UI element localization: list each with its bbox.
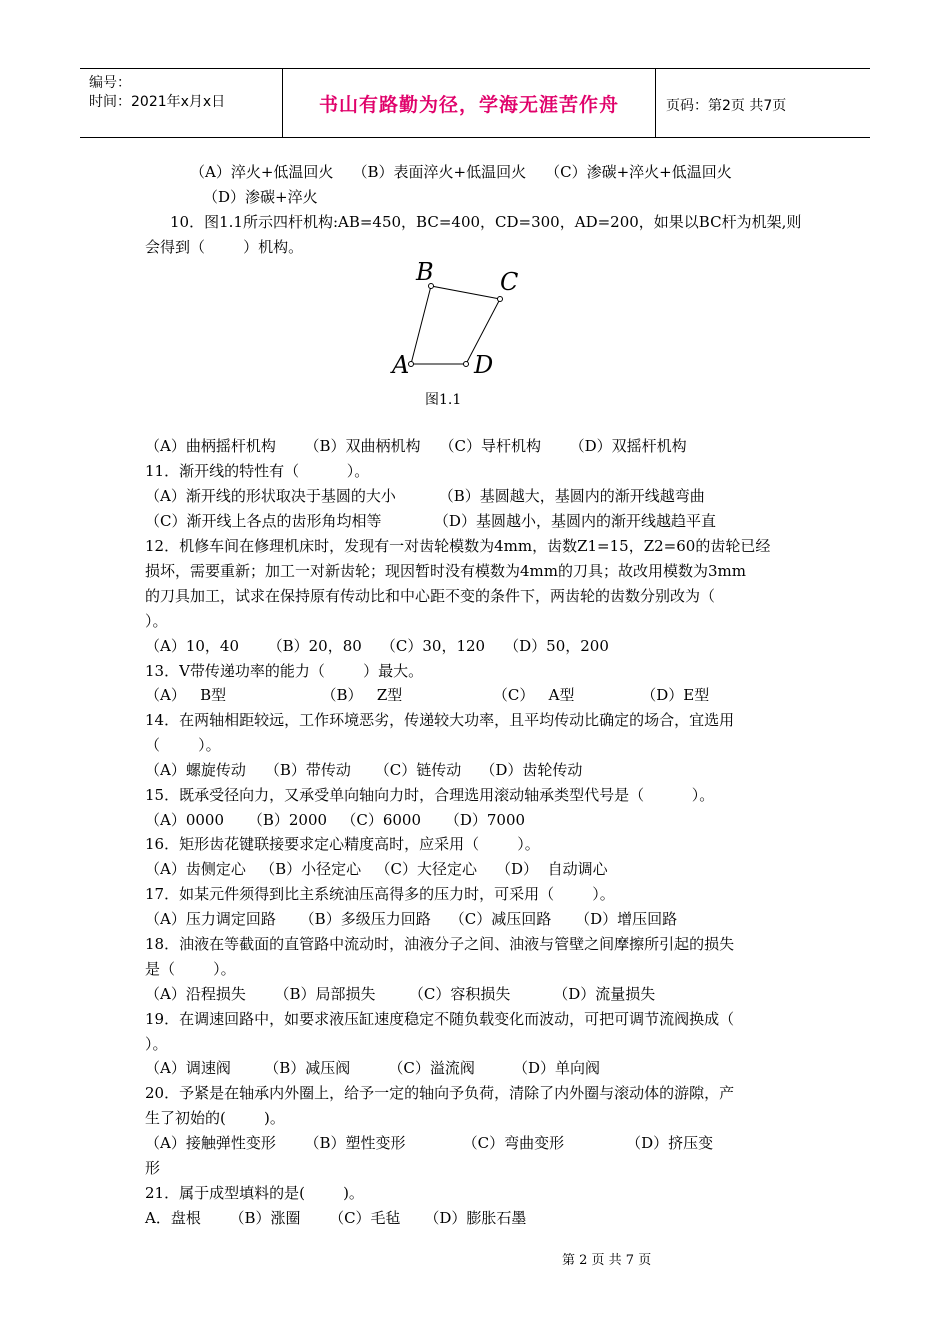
text-line: 19．在调速回路中，如要求液压缸速度稳定不随负载变化而波动，可把可调节流阀换成（ [145, 1010, 735, 1028]
joint-c [498, 297, 503, 302]
text-line: 16．矩形齿花键联接要求定心精度高时，应采用（ ）。 [145, 835, 540, 853]
header-meta [80, 69, 282, 137]
text-line: （A）齿侧定心 （B）小径定心 （C）大径定心 （D） 自动调心 [145, 860, 608, 878]
text-line: 11．渐开线的特性有（ ）。 [145, 462, 370, 480]
figure-caption: 图1.1 [425, 392, 462, 408]
text-line: （A） B型 （B） Z型 （C） A型 （D）E型 [145, 686, 710, 704]
text-line: （A）沿程损失 （B）局部损失 （C）容积损失 （D）流量损失 [145, 985, 656, 1003]
joint-d [464, 362, 469, 367]
label-d: D [474, 351, 494, 379]
text-line: 10．图1.1所示四杆机构:AB=450，BC=400，CD=300，AD=200，如果以BC杆为机架,则 [170, 213, 802, 231]
four-bar-linkage-figure [388, 256, 528, 386]
label-c: C [500, 268, 519, 296]
text-line: 15．既承受径向力，又承受单向轴向力时，合理选用滚动轴承类型代号是（ ）。 [145, 786, 715, 804]
header-divider [655, 69, 656, 137]
text-line: 17．如某元件须得到比主系统油压高得多的压力时，可采用（ ）。 [145, 885, 615, 903]
text-line: （C）渐开线上各点的齿形角均相等 （D）基圆越小，基圆内的渐开线越趋平直 [145, 512, 716, 530]
header-motto: 书山有路勤为径，学海无涯苦作舟 [318, 93, 619, 116]
text-line: （A）淬火+低温回火 （B）表面淬火+低温回火 （C）渗碳+淬火+低温回火 [190, 163, 732, 181]
text-line: 21．属于成型填料的是( )。 [145, 1184, 364, 1202]
text-line: （ ）。 [145, 736, 221, 754]
text-line: 18．油液在等截面的直管路中流动时，油液分子之间、油液与管壁之间摩擦所引起的损失 [145, 935, 735, 953]
page-header [80, 68, 870, 138]
text-line: （A）0000 （B）2000 （C）6000 （D）7000 [145, 811, 526, 829]
text-line: 是（ ）。 [145, 960, 236, 978]
text-line: 生了初始的( )。 [145, 1109, 285, 1127]
label-a: A [392, 351, 410, 379]
text-line: ）。 [145, 1035, 168, 1053]
text-line: （A）压力调定回路 （B）多级压力回路 （C）减压回路 （D）增压回路 [145, 910, 678, 928]
text-line: ）。 [145, 612, 168, 630]
text-line: （A）渐开线的形状取决于基圆的大小 （B）基圆越大，基圆内的渐开线越弯曲 [145, 487, 705, 505]
text-line: A．盘根 （B）涨圈 （C）毛毡 （D）膨胀石墨 [145, 1209, 527, 1227]
label-b: B [416, 258, 434, 286]
header-number: 编号： [89, 75, 131, 91]
text-line: 形 [145, 1159, 161, 1177]
text-line: 12．机修车间在修理机床时，发现有一对齿轮模数为4mm，齿数Z1=15，Z2=60的齿轮已经 [145, 537, 771, 555]
text-line: 的刀具加工，试求在保持原有传动比和中心距不变的条件下，两齿轮的齿数分别改为（ [145, 587, 716, 605]
text-line: （D）渗碳+淬火 [203, 188, 318, 206]
text-line: （A）曲柄摇杆机构 （B）双曲柄机构 （C）导杆机构 （D）双摇杆机构 [145, 437, 687, 455]
text-line: （A）10，40 （B）20，80 （C）30，120 （D）50，200 [145, 637, 609, 655]
header-page-number: 页码：第2页 共7页 [666, 98, 787, 114]
text-line: 14．在两轴相距较远，工作环境恶劣，传递较大功率，且平均传动比确定的场合，宜选用 [145, 711, 735, 729]
text-line: （A）螺旋传动 （B）带传动 （C）链传动 （D）齿轮传动 [145, 761, 583, 779]
page-footer: 第 2 页 共 7 页 [562, 1253, 652, 1268]
text-line: （A）调速阀 （B）减压阀 （C）溢流阀 （D）单向阀 [145, 1059, 601, 1077]
text-line: （A）接触弹性变形 （B）塑性变形 （C）弯曲变形 （D）挤压变 [145, 1134, 714, 1152]
text-line: 损坏，需要重新；加工一对新齿轮；现因暂时没有模数为4mm的刀具；故改用模数为3mm [145, 562, 746, 580]
text-line: 会得到（ ）机构。 [145, 238, 304, 256]
text-line: 13．V带传递功率的能力（ ）最大。 [145, 662, 424, 680]
header-date: 时间：2021年x月x日 [89, 94, 226, 110]
text-line: 20．予紧是在轴承内外圈上，给予一定的轴向予负荷，清除了内外圈与滚动体的游隙，产 [145, 1084, 735, 1102]
